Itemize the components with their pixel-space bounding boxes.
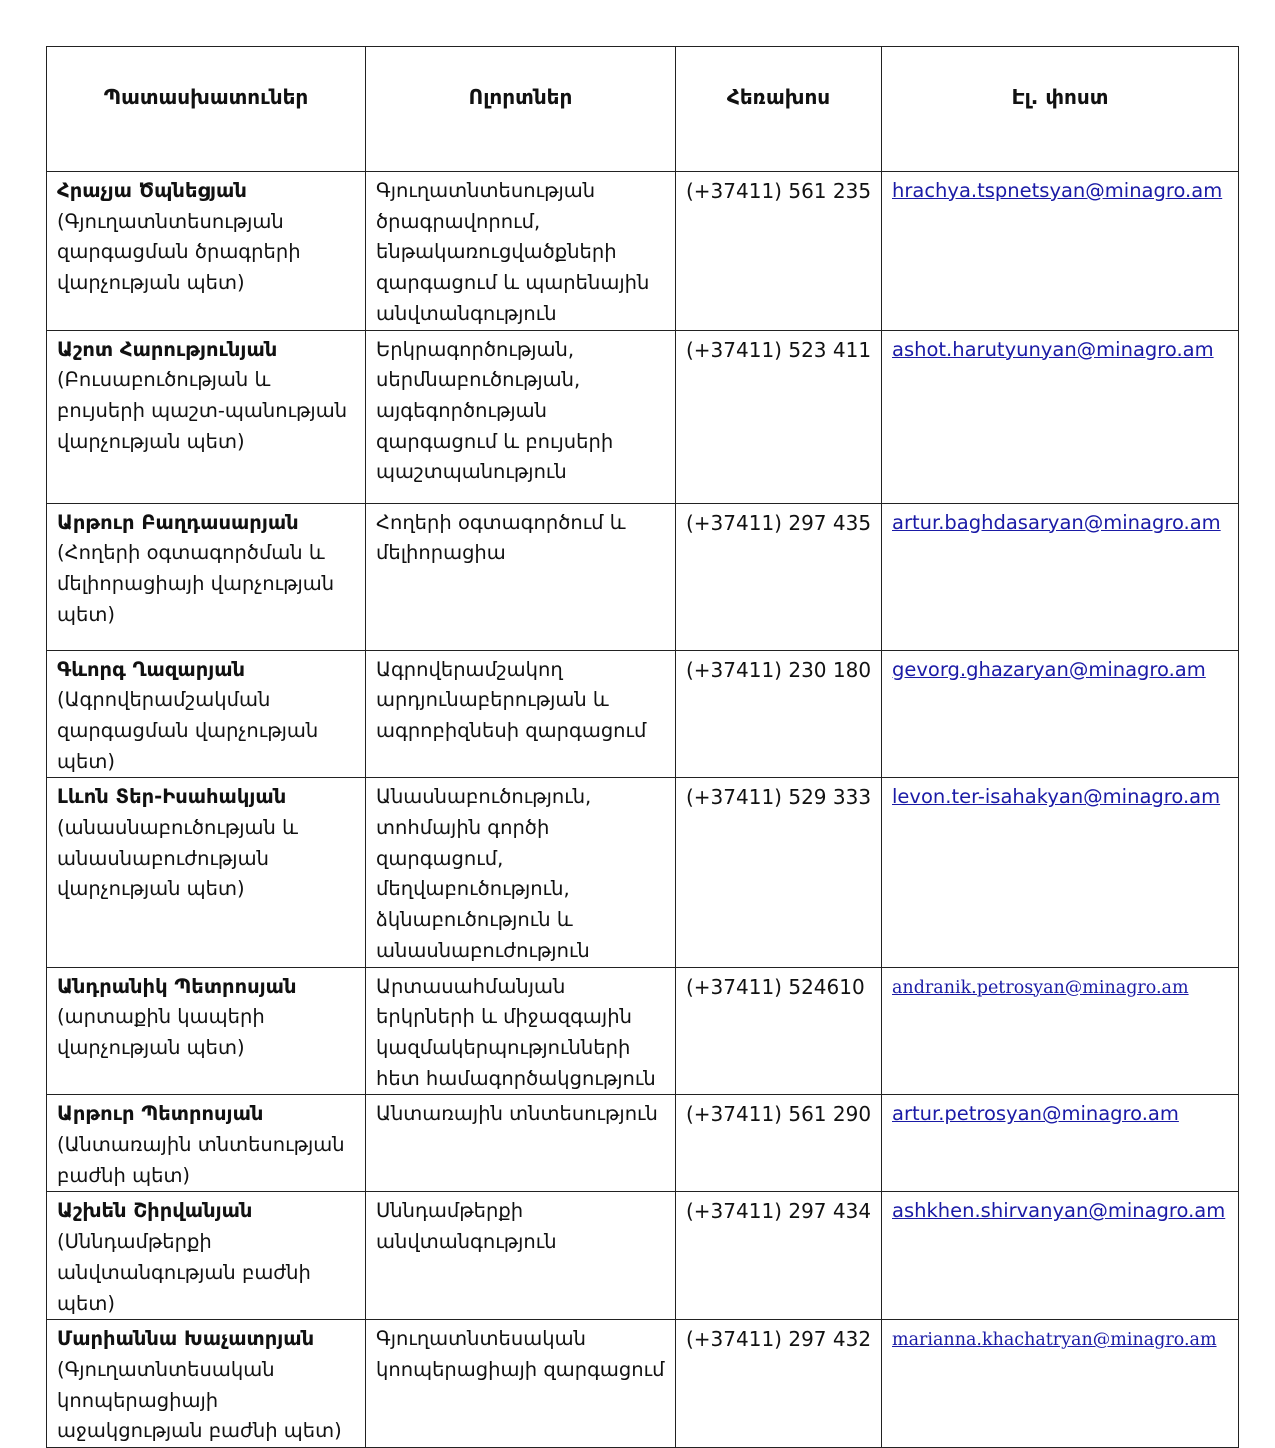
email-cell (882, 503, 1239, 650)
email-link[interactable]: ashot.harutyunyan@minagro.am (892, 337, 1214, 361)
person-name: Լևոն Տեր-Իսահակյան (57, 785, 287, 809)
email-link[interactable]: gevorg.ghazaryan@minagro.am (892, 657, 1206, 681)
responsible-cell (47, 503, 366, 650)
area-cell: Գյուղատնտեսական կոոպերացիայի զարգացում (366, 1320, 676, 1448)
person-role: (Ագրովերամշակման զարգացման վարչության պետ) (57, 688, 319, 773)
table-row (47, 1095, 1239, 1192)
email-cell (882, 1192, 1239, 1320)
responsible-cell (47, 1095, 366, 1192)
area-cell: Անտառային տնտեսություն (366, 1095, 676, 1192)
phone-cell: (+37411) 529 333 (676, 778, 882, 967)
person-role: (Անտառային տնտեսության բաժնի պետ) (57, 1133, 345, 1187)
person-role: (Գյուղատնտեսության զարգացման ծրագրերի վարչության պետ) (57, 209, 301, 295)
table-row (47, 778, 1239, 967)
responsible-cell (47, 1192, 366, 1320)
phone-cell: (+37411) 297 434 (676, 1192, 882, 1320)
email-cell (882, 778, 1239, 967)
table-row (47, 503, 1239, 650)
area-cell: Երկրագործության, սերմնաբուծության, այգեգործության զարգացում և բույսերի պաշտպանություն (366, 330, 676, 503)
email-link[interactable]: marianna.khachatryan@minagro.am (892, 1330, 1217, 1351)
email-link[interactable]: andranik.petrosyan@minagro.am (892, 977, 1189, 998)
email-cell (882, 172, 1239, 331)
person-name: Աշոտ Հարությունյան (57, 337, 278, 361)
table-row (47, 1320, 1239, 1448)
person-name: Արթուր Բաղդասարյան (57, 510, 299, 534)
person-name: Գևորգ Ղազարյան (57, 657, 246, 681)
phone-cell: (+37411) 524610 (676, 967, 882, 1095)
area-cell: Արտասահմանյան երկրների և միջազգային կազմակերպությունների հետ համագործակցություն (366, 967, 676, 1095)
email-link[interactable]: artur.petrosyan@minagro.am (892, 1102, 1179, 1126)
phone-cell: (+37411) 561 235 (676, 172, 882, 331)
responsible-cell (47, 1320, 366, 1448)
email-link[interactable]: hrachya.tspnetsyan@minagro.am (892, 179, 1223, 202)
person-role: (Սննդամթերքի անվտանգության բաժնի պետ) (57, 1230, 311, 1315)
person-name: Մարիաննա Խաչատրյան (57, 1327, 315, 1351)
responsible-cell (47, 330, 366, 503)
email-link[interactable]: artur.baghdasaryan@minagro.am (892, 510, 1221, 534)
person-name: Հրաչյա Ծպնեցյան (57, 179, 247, 202)
header-phone: Հեռախոս (676, 47, 882, 172)
area-cell: Սննդամթերքի անվտանգություն (366, 1192, 676, 1320)
table-row (47, 1192, 1239, 1320)
email-cell (882, 330, 1239, 503)
email-cell (882, 1095, 1239, 1192)
area-cell: Ագրովերամշակող արդյունաբերության և ագրոբիզնեսի զարգացում (366, 650, 676, 778)
header-responsible: Պատասխատուներ (47, 47, 366, 172)
person-role: (Բուսաբուծության և բույսերի պաշտ-պանության վարչության պետ) (57, 368, 348, 453)
person-name: Անդրանիկ Պետրոսյան (57, 974, 297, 998)
responsible-cell (47, 967, 366, 1095)
email-link[interactable]: ashkhen.shirvanyan@minagro.am (892, 1199, 1226, 1223)
table-row (47, 330, 1239, 503)
header-email: Էլ. փոստ (882, 47, 1239, 172)
person-name: Աշխեն Շիրվանյան (57, 1199, 253, 1223)
person-role: (արտաքին կապերի վարչության պետ) (57, 1005, 265, 1059)
responsible-cell (47, 172, 366, 331)
phone-cell: (+37411) 297 435 (676, 503, 882, 650)
email-cell (882, 1320, 1239, 1448)
header-areas: Ոլորտներ (366, 47, 676, 172)
header-row (47, 47, 1239, 172)
responsible-cell (47, 650, 366, 778)
table-row (47, 650, 1239, 778)
person-role: (Գյուղատնտեսական կոոպերացիայի աջակցության բաժնի պետ) (57, 1357, 342, 1443)
area-cell: Գյուղատնտեսության ծրագրավորում, ենթակառուցվածքների զարգացում և պարենային անվտանգություն (366, 172, 676, 331)
phone-cell: (+37411) 297 432 (676, 1320, 882, 1448)
table-row (47, 967, 1239, 1095)
phone-cell: (+37411) 523 411 (676, 330, 882, 503)
responsible-cell (47, 778, 366, 967)
email-link[interactable]: levon.ter-isahakyan@minagro.am (892, 785, 1221, 809)
person-role: (անասնաբուծության և անասնաբուժության վարչության պետ) (57, 816, 298, 901)
person-name: Արթուր Պետրոսյան (57, 1102, 264, 1126)
area-cell: Անասնաբուծություն, տոհմային գործի զարգացում, մեղվաբուծություն, ձկնաբուծություն և անասնաբուժություն (366, 778, 676, 967)
email-cell (882, 967, 1239, 1095)
table-row (47, 172, 1239, 331)
person-role: (Հողերի օգտագործման և մելիորացիայի վարչության պետ) (57, 541, 335, 626)
email-cell (882, 650, 1239, 778)
contacts-table (46, 46, 1239, 1448)
area-cell: Հողերի օգտագործում և մելիորացիա (366, 503, 676, 650)
phone-cell: (+37411) 561 290 (676, 1095, 882, 1192)
phone-cell: (+37411) 230 180 (676, 650, 882, 778)
